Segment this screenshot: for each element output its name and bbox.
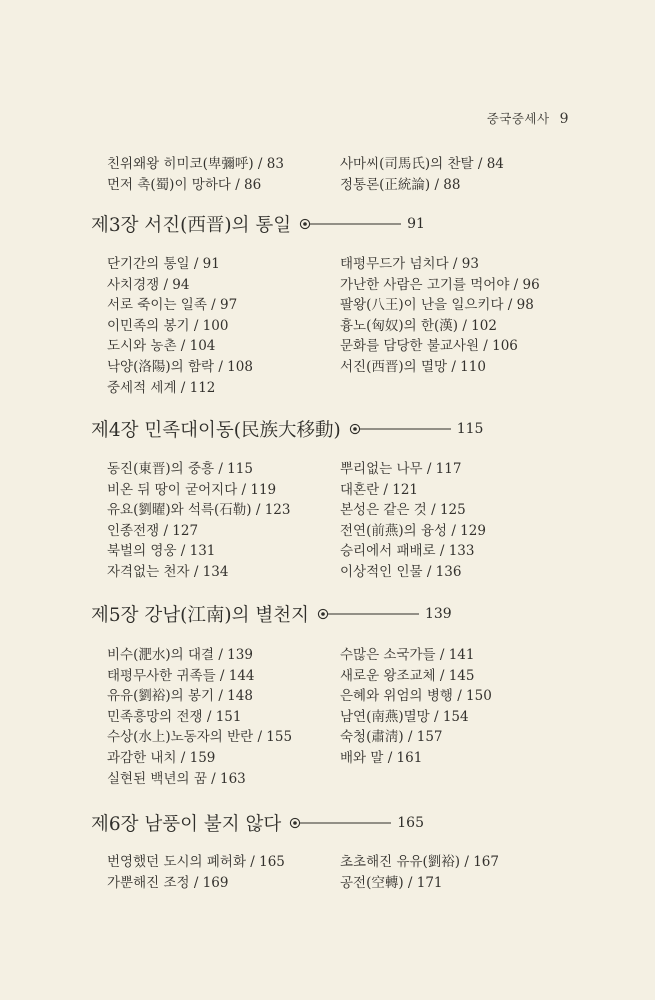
- toc-entry[interactable]: 정통론(正統論) / 88: [340, 176, 461, 193]
- toc-entry[interactable]: 가난한 사람은 고기를 먹어야 / 96: [340, 276, 540, 293]
- leader-ornament-icon: [317, 608, 419, 620]
- toc-entry[interactable]: 숙청(肅淸) / 157: [340, 729, 443, 746]
- chapter-4-left-column: [107, 459, 290, 583]
- toc-entry[interactable]: 새로운 왕조교체 / 145: [340, 667, 475, 684]
- toc-entry[interactable]: 서진(西晋)의 멸망 / 110: [340, 358, 486, 375]
- chapter-page: 115: [456, 421, 484, 437]
- toc-entry[interactable]: 서로 죽이는 일족 / 97: [107, 297, 238, 314]
- running-header: [487, 109, 569, 127]
- chapter-page: 91: [407, 216, 425, 232]
- toc-entry[interactable]: 이상적인 인물 / 136: [340, 563, 462, 580]
- chapter-heading-6[interactable]: [91, 810, 424, 836]
- toc-entry[interactable]: 먼저 촉(蜀)이 망하다 / 86: [107, 176, 262, 193]
- toc-entry[interactable]: 팔왕(八王)이 난을 일으키다 / 98: [340, 297, 534, 314]
- toc-entry[interactable]: 배와 말 / 161: [340, 749, 423, 766]
- chapter-6-right-column: [340, 852, 499, 893]
- toc-entry[interactable]: 가뿐해진 조정 / 169: [107, 874, 229, 891]
- intro-left-column: [107, 154, 284, 195]
- toc-entry[interactable]: 흉노(匈奴)의 한(漢) / 102: [340, 317, 497, 334]
- chapter-6-left-column: [107, 852, 285, 893]
- chapter-heading-4[interactable]: [91, 416, 483, 442]
- chapter-5-right-column: [340, 645, 492, 769]
- toc-entry[interactable]: 민족흥망의 전쟁 / 151: [107, 708, 242, 725]
- toc-entry[interactable]: 대혼란 / 121: [340, 481, 419, 498]
- chapter-title: 제4장 민족대이동(民族大移動): [91, 420, 341, 441]
- toc-entry[interactable]: 실현된 백년의 꿈 / 163: [107, 770, 246, 787]
- leader-ornament-icon: [299, 218, 401, 230]
- toc-entry[interactable]: 북벌의 영웅 / 131: [107, 543, 216, 560]
- toc-entry[interactable]: 비온 뒤 땅이 굳어지다 / 119: [107, 481, 277, 498]
- toc-entry[interactable]: 문화를 담당한 불교사원 / 106: [340, 338, 518, 355]
- toc-entry[interactable]: 번영했던 도시의 폐허화 / 165: [107, 854, 285, 870]
- toc-entry[interactable]: 친위왜왕 히미코(卑彌呼) / 83: [107, 156, 284, 172]
- toc-entry[interactable]: 사치경쟁 / 94: [107, 276, 190, 293]
- page-number: 9: [559, 111, 569, 127]
- toc-entry[interactable]: 승리에서 패배로 / 133: [340, 543, 475, 560]
- toc-entry[interactable]: 수상(水上)노동자의 반란 / 155: [107, 729, 293, 746]
- toc-entry[interactable]: 낙양(洛陽)의 함락 / 108: [107, 358, 253, 375]
- chapter-4-right-column: [340, 459, 486, 583]
- toc-entry[interactable]: 과감한 내치 / 159: [107, 749, 216, 766]
- chapter-heading-3[interactable]: [91, 211, 425, 237]
- toc-entry[interactable]: 초초해진 유유(劉裕) / 167: [340, 854, 499, 870]
- leader-ornament-icon: [289, 817, 391, 829]
- chapter-heading-5[interactable]: [91, 601, 452, 627]
- toc-entry[interactable]: 이민족의 봉기 / 100: [107, 317, 229, 334]
- toc-entry[interactable]: 사마씨(司馬氏)의 찬탈 / 84: [340, 156, 504, 172]
- chapter-title: 제6장 남풍이 불지 않다: [91, 814, 282, 835]
- leader-ornament-icon: [349, 423, 451, 435]
- chapter-title: 제3장 서진(西晋)의 통일: [91, 215, 292, 236]
- toc-entry[interactable]: 단기간의 통일 / 91: [107, 256, 220, 272]
- toc-entry[interactable]: 뿌리없는 나무 / 117: [340, 461, 462, 477]
- toc-entry[interactable]: 인종전쟁 / 127: [107, 522, 199, 539]
- intro-right-column: [340, 154, 504, 195]
- toc-entry[interactable]: 유유(劉裕)의 봉기 / 148: [107, 688, 253, 705]
- toc-entry[interactable]: 태평무사한 귀족들 / 144: [107, 667, 255, 684]
- toc-entry[interactable]: 공전(空轉) / 171: [340, 874, 443, 891]
- toc-entry[interactable]: 자격없는 천자 / 134: [107, 563, 229, 580]
- chapter-page: 139: [424, 606, 452, 622]
- toc-entry[interactable]: 은혜와 위엄의 병행 / 150: [340, 688, 492, 705]
- toc-entry[interactable]: 도시와 농촌 / 104: [107, 338, 216, 355]
- toc-entry[interactable]: 수많은 소국가들 / 141: [340, 647, 475, 663]
- toc-entry[interactable]: 본성은 같은 것 / 125: [340, 502, 466, 519]
- toc-entry[interactable]: 중세적 세계 / 112: [107, 379, 216, 396]
- chapter-page: 165: [397, 815, 424, 831]
- toc-entry[interactable]: 남연(南燕)멸망 / 154: [340, 708, 469, 725]
- book-title: 중국중세사: [486, 111, 550, 126]
- chapter-3-left-column: [107, 254, 253, 398]
- toc-entry[interactable]: 유요(劉曜)와 석륵(石勒) / 123: [107, 502, 291, 519]
- toc-entry[interactable]: 전연(前燕)의 융성 / 129: [340, 522, 486, 539]
- chapter-5-left-column: [107, 645, 292, 789]
- chapter-3-right-column: [340, 254, 540, 378]
- toc-entry[interactable]: 비수(淝水)의 대결 / 139: [107, 647, 253, 663]
- chapter-title: 제5장 강남(江南)의 별천지: [91, 605, 309, 626]
- toc-entry[interactable]: 동진(東晋)의 중흥 / 115: [107, 461, 253, 477]
- toc-entry[interactable]: 태평무드가 넘치다 / 93: [340, 256, 479, 272]
